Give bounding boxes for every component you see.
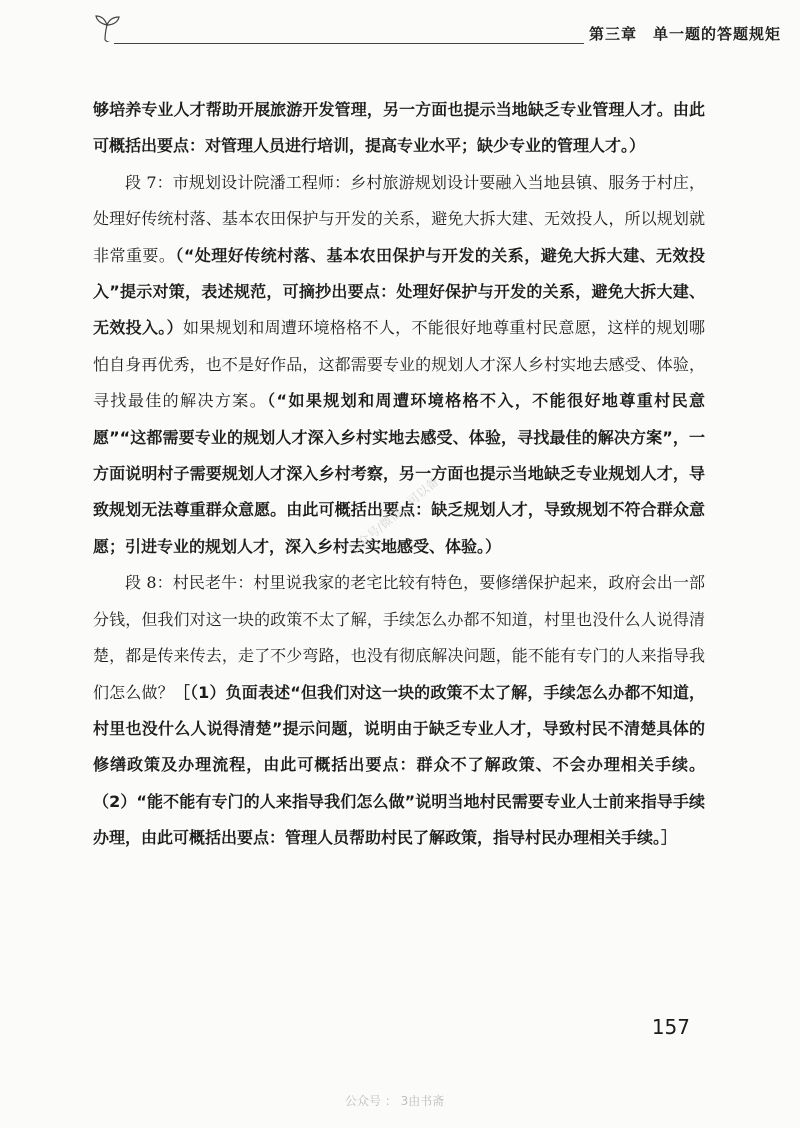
quote-run: 段 8：村民老牛：村里说我家的老宅比较有特色，要修缮保护起来，政府会出一部分钱，但我们对这一块的政策不太了解，手续怎么办都不知道，村里也没什么人说得清楚，都是传来传去，走了不少弯路，也没有彻底解决问题，能不能有专门的人来指导我们怎么做？ <box>93 573 705 702</box>
watermark-center: 公众号/微信：可以备 <box>346 474 442 558</box>
sprout-ornament-icon <box>92 12 122 42</box>
analysis-run: 够培养专业人才帮助开展旅游开发管理，另一方面也提示当地缺乏专业管理人才。由此可概括出要点：对管理人员进行培训，提高专业水平；缺少专业的管理人才。） <box>93 100 705 156</box>
quote-run: 如果规划和周遭环境格格不人，不能很好地尊重村民意愿，这样的规划哪怕自身再优秀，也不是好作品，这都需要专业的规划人才深人乡村实地去感受、体验，寻找最佳的解决方案。 <box>93 318 705 411</box>
watermark-bottom: 公众号 ： 3由书斋 <box>345 1094 445 1108</box>
page-number: 157 <box>651 1015 690 1039</box>
quote-run: 段 7：市规划设计院潘工程师：乡村旅游规划设计要融入当地县镇、服务于村庄，处理好传统村落、基本农田保护与开发的关系，避免大拆大建、无效投人，所以规划就非常重要。 <box>93 172 705 265</box>
analysis-run: ［（1）负面表述“但我们对这一块的政策不太了解，手续怎么办都不知道，村里也没什么人说得清楚”提示问题，说明由于缺乏专业人才，导致村民不清楚具体的修缮政策及办理流程，由此可概括出要点：群众不了解政策、不会办理相关手续。（2）“能不能有专门的人来指导我们怎么做”说明当地村民需要专业人士前来指导手续办理，由此可概括出要点：管理人员帮助村民了解政策，指导村民办理相关手续。］ <box>93 682 705 848</box>
chapter-title: 第三章 单一题的答题规矩 <box>589 25 782 43</box>
analysis-run: （“如果规划和周遭环境格格不入，不能很好地尊重村民意愿”“这都需要专业的规划人才深入乡村实地去感受、体验，寻找最佳的解决方案”，一方面说明村子需要规划人才深入乡村考察，另一方面也提示当地缺乏专业规划人才，导致规划无法尊重群众意愿。由此可概括出要点：缺乏规划人才，导致规划不符合群众意愿；引进专业的规划人才，深入乡村去实地感受、体验。） <box>93 391 705 556</box>
paragraph <box>93 92 705 165</box>
paragraph <box>93 565 705 856</box>
body-text <box>93 92 705 857</box>
analysis-run: （“处理好传统村落、基本农田保护与开发的关系，避免大拆大建、无效投入”提示对策，表述规范，可摘抄出要点：处理好保护与开发的关系，避免大拆大建、无效投入。） <box>93 245 705 338</box>
running-header <box>92 12 782 46</box>
header-rule <box>114 43 584 44</box>
